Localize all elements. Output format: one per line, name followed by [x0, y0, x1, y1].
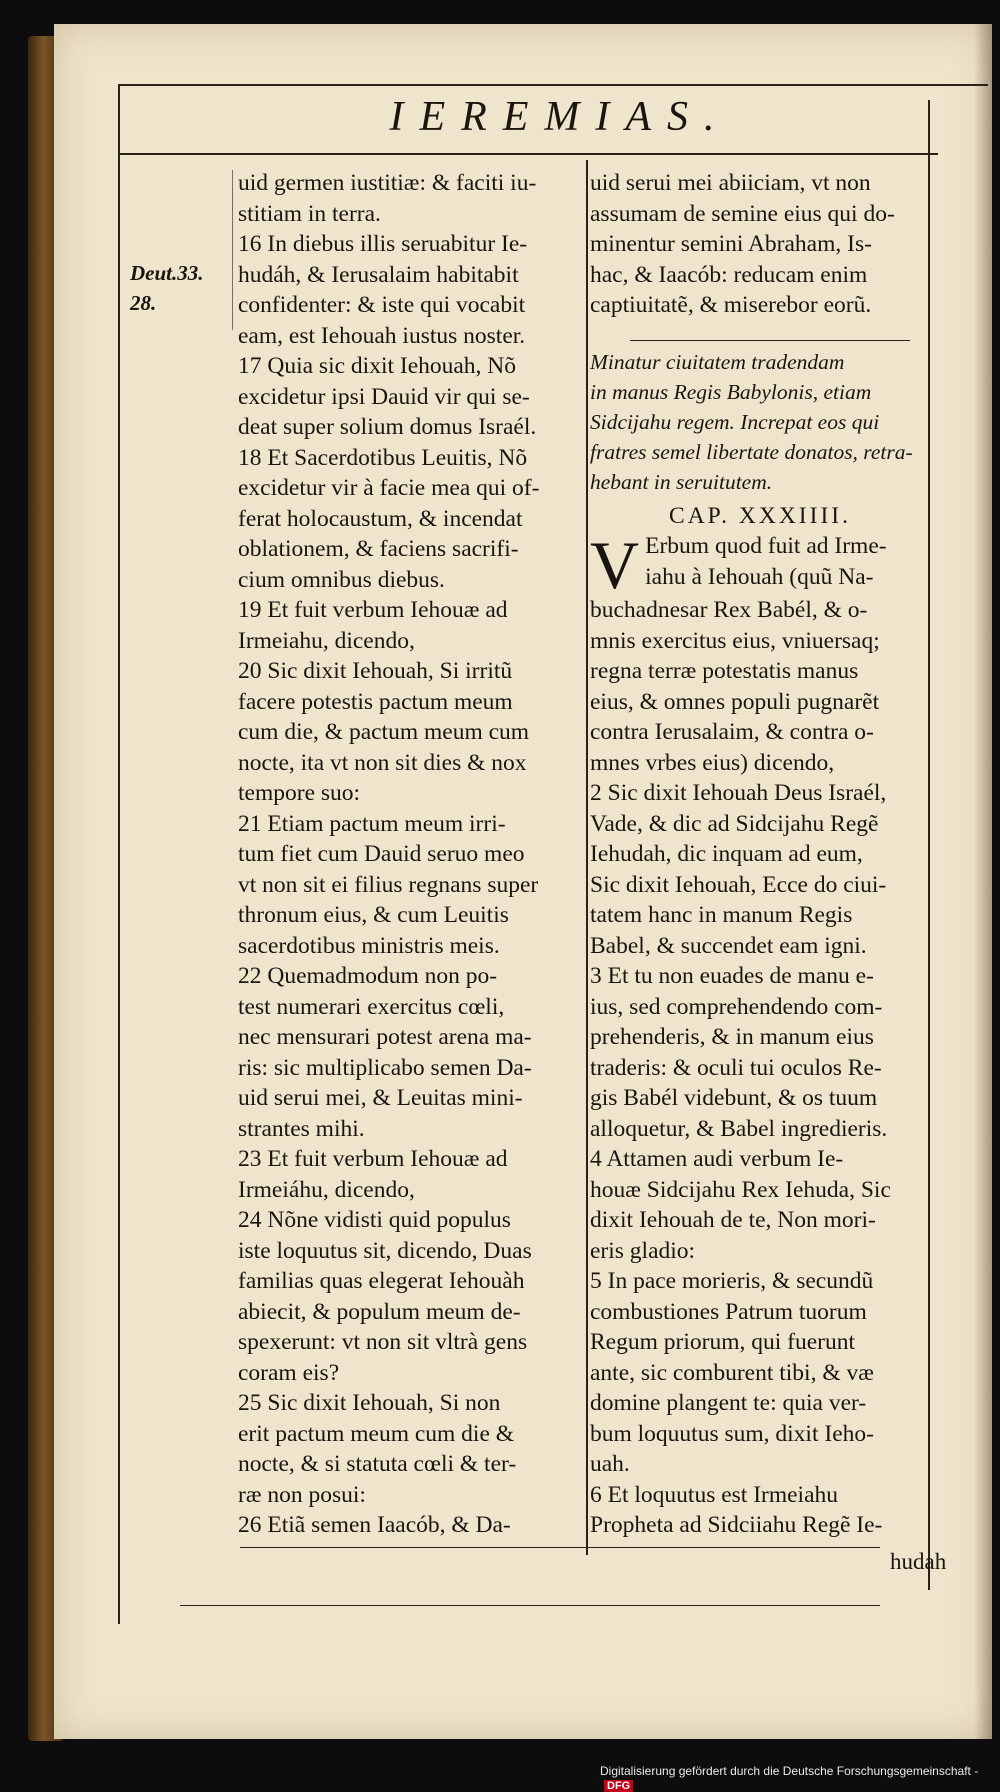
text-line: traderis: & oculi tui oculos Re-	[590, 1054, 882, 1081]
text-line: 19 Et fuit verbum Iehouæ ad	[238, 597, 508, 623]
bottom-rule	[180, 1605, 880, 1606]
summary-line: Sidcijahu regem. Increpat eos qui	[590, 409, 880, 434]
text-line: bum loquutus sum, dixit Ieho-	[590, 1420, 874, 1447]
text-line: eius, & omnes populi pugnarẽt	[590, 688, 880, 715]
text-line: 25 Sic dixit Iehouah, Si non	[238, 1390, 501, 1416]
text-line: nec mensurari potest arena ma-	[238, 1024, 532, 1050]
text-line: 17 Quia sic dixit Iehouah, Nõ	[238, 353, 517, 379]
text-line: Babel, & succendet eam igni.	[590, 932, 867, 959]
chapter-opening	[590, 527, 930, 603]
text-line: vt non sit ei filius regnans super	[238, 871, 539, 898]
text-line: erit pactum meum cum die &	[238, 1420, 515, 1447]
text-line: 20 Sic dixit Iehouah, Si irritũ	[238, 658, 513, 684]
text-line: combustiones Patrum tuorum	[590, 1298, 867, 1325]
running-title: IEREMIAS.	[389, 94, 731, 140]
text-line: ris: sic multiplicabo semen Da-	[238, 1054, 532, 1081]
margin-reference-line2: 28.	[130, 291, 157, 315]
text-line: assumam de semine eius qui do-	[590, 200, 895, 227]
text-line: confidenter: & iste qui vocabit	[238, 292, 526, 318]
text-line: Regum priorum, qui fuerunt	[590, 1329, 855, 1355]
text-line: cum die, & pactum meum cum	[238, 719, 530, 745]
drop-cap: V	[590, 527, 640, 603]
text-line: dixit Iehouah de te, Non mori-	[590, 1207, 876, 1233]
summary-line: hebant in seruitutem.	[590, 469, 773, 494]
text-line: excidetur ipsi Dauid vir qui se-	[238, 383, 530, 410]
text-line: uid germen iustitiæ: & faciti iu-	[238, 170, 537, 196]
text-line: excidetur vir à facie mea qui of-	[238, 475, 540, 501]
footer-rule	[240, 1547, 880, 1548]
text-line: 23 Et fuit verbum Iehouæ ad	[238, 1146, 508, 1172]
text-line: 21 Etiam pactum meum irri-	[238, 810, 506, 837]
text-line: uah.	[590, 1451, 630, 1477]
text-line: buchadnesar Rex Babél, & o-	[590, 597, 868, 623]
text-line: Irmeiáhu, dicendo,	[238, 1176, 415, 1203]
text-line: ius, sed comprehendendo com-	[590, 993, 883, 1020]
text-line: tatem hanc in manum Regis	[590, 902, 853, 928]
text-line: stitiam in terra.	[238, 200, 381, 227]
text-line: regna terræ potestatis manus	[590, 658, 859, 684]
text-line: ræ non posui:	[238, 1481, 366, 1508]
right-text-column	[590, 168, 930, 1541]
text-line: test numerari exercitus cœli,	[238, 993, 505, 1020]
chapter-summary	[590, 347, 930, 497]
text-line: ferat holocaustum, & incendat	[238, 505, 523, 532]
text-line: facere potestis pactum meum	[238, 688, 513, 715]
text-line: domine plangent te: quia ver-	[590, 1390, 867, 1416]
summary-line: Minatur ciuitatem tradendam	[590, 349, 845, 374]
text-line: ante, sic comburent tibi, & væ	[590, 1359, 874, 1386]
text-line: Irmeiahu, dicendo,	[238, 627, 415, 654]
catchword: hudah	[890, 1549, 947, 1574]
text-line: 22 Quemadmodum non po-	[238, 963, 498, 989]
text-line: 16 In diebus illis seruabitur Ie-	[238, 231, 528, 257]
text-line: houæ Sidcijahu Rex Iehuda, Sic	[590, 1176, 891, 1203]
text-line: alloquetur, & Babel ingredieris.	[590, 1115, 888, 1142]
text-line: tempore suo:	[238, 780, 361, 806]
text-line: nocte, & si statuta cœli & ter-	[238, 1451, 517, 1477]
text-line: captiuitatẽ, & miserebor eorũ.	[590, 292, 872, 318]
footer-text: Digitalisierung gefördert durch die Deutsche Forschungsgemeinschaft -	[600, 1764, 979, 1778]
text-line: 3 Et tu non euades de manu e-	[590, 963, 874, 989]
text-line: 18 Et Sacerdotibus Leuitis, Nõ	[238, 444, 528, 471]
text-line: 4 Attamen audi verbum Ie-	[590, 1146, 844, 1172]
text-line: iste loquutus sit, dicendo, Duas	[238, 1237, 532, 1264]
text-line: uid serui mei, & Leuitas mini-	[238, 1085, 523, 1111]
text-line: 24 Nõne vidisti quid populus	[238, 1207, 511, 1233]
text-line: spexerunt: vt non sit vltrà gens	[238, 1329, 528, 1355]
summary-line: fratres semel libertate donatos, retra-	[590, 439, 913, 464]
text-line: hac, & Iaacób: reducam enim	[590, 261, 868, 288]
text-line: oblationem, & faciens sacrifi-	[238, 536, 519, 562]
text-line: eris gladio:	[590, 1237, 696, 1264]
text-line: 6 Et loquutus est Irmeiahu	[590, 1481, 839, 1508]
text-line: deat super solium domus Israél.	[238, 414, 537, 440]
text-line: strantes mihi.	[238, 1115, 365, 1142]
chapter-heading: CAP. XXXIIII.	[669, 502, 851, 529]
summary-line: in manus Regis Babylonis, etiam	[590, 379, 872, 404]
text-line: eam, est Iehouah iustus noster.	[238, 322, 526, 349]
text-line: iahu à Iehouah (quũ Na-	[645, 563, 874, 590]
text-line: tum fiet cum Dauid seruo meo	[238, 841, 525, 867]
text-line: 5 In pace morieris, & secundũ	[590, 1268, 874, 1294]
text-line: Sic dixit Iehouah, Ecce do ciui-	[590, 871, 887, 898]
text-line: abiecit, & populum meum de-	[238, 1298, 521, 1325]
text-line: hudáh, & Ierusalaim habitabit	[238, 261, 519, 288]
text-line: 2 Sic dixit Iehouah Deus Israél,	[590, 780, 887, 806]
text-line: gis Babél videbunt, & os tuum	[590, 1085, 878, 1111]
text-line: uid serui mei abiiciam, vt non	[590, 170, 871, 196]
digitization-footer	[600, 1764, 1000, 1792]
margin-reference	[130, 258, 204, 318]
text-line: thronum eius, & cum Leuitis	[238, 902, 509, 928]
text-line: mnes vrbes eius) dicendo,	[590, 749, 835, 776]
text-line: minentur semini Abraham, Is-	[590, 231, 872, 257]
left-text-column	[238, 168, 593, 1541]
margin-reference-line1: Deut.33.	[130, 261, 204, 285]
text-line: contra Ierusalaim, & contra o-	[590, 719, 874, 745]
text-line: cium omnibus diebus.	[238, 566, 445, 593]
text-line: Iehudah, dic inquam ad eum,	[590, 841, 863, 867]
text-line: prehenderis, & in manum eius	[590, 1024, 874, 1050]
dfg-logo: DFG	[604, 1780, 633, 1792]
text-line: familias quas elegerat Iehouàh	[238, 1268, 525, 1294]
frame-left-rule	[118, 84, 120, 1624]
text-line: sacerdotibus ministris meis.	[238, 932, 500, 959]
text-line: 26 Etiã semen Iaacób, & Da-	[238, 1512, 511, 1538]
text-line: mnis exercitus eius, vniuersaq;	[590, 627, 880, 654]
text-line: coram eis?	[238, 1359, 340, 1386]
text-line: Erbum quod fuit ad Irme-	[645, 533, 887, 559]
header-top-rule	[118, 84, 988, 86]
header-bottom-rule	[118, 153, 938, 155]
left-column-rule	[232, 170, 233, 330]
text-line: Vade, & dic ad Sidcijahu Regẽ	[590, 810, 879, 837]
text-line: nocte, ita vt non sit dies & nox	[238, 749, 527, 776]
text-line: Propheta ad Sidciiahu Regẽ Ie-	[590, 1512, 883, 1538]
